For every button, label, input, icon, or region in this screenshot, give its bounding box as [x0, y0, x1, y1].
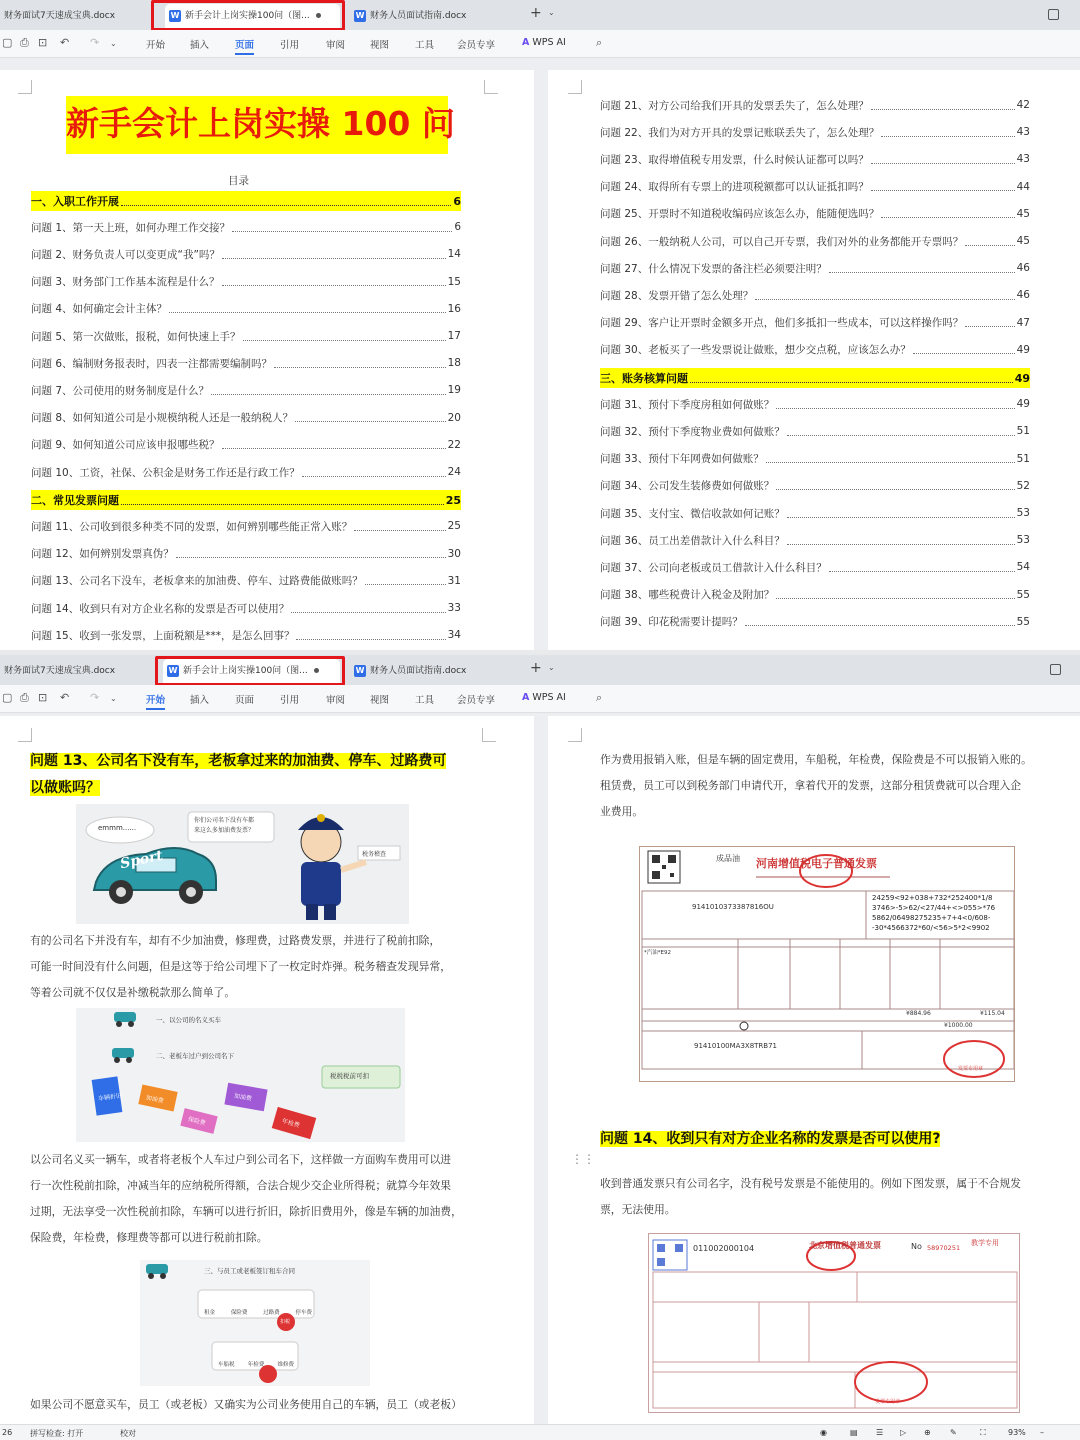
page-corner-mark [482, 728, 496, 742]
toc-entry[interactable] [31, 409, 461, 427]
toc-entry-text: 问题 4、如何确定会计主体？ [31, 303, 168, 316]
illustration-rental-contract [140, 1260, 370, 1386]
toc-entry-text: 二、常见发票问题 [31, 494, 119, 508]
chevron-down-icon[interactable]: ⌄ [110, 694, 117, 703]
page-corner-mark [18, 80, 32, 94]
toc-section-heading[interactable] [31, 490, 461, 510]
toc-entry[interactable] [600, 150, 1030, 168]
toc-entry-text: 问题 7、公司使用的财务制度是什么？ [31, 384, 210, 397]
invoice-1-title: 河南增值税电子普通发票 [756, 857, 877, 870]
toc-leader-dots [291, 604, 445, 613]
toc-leader-dots [211, 386, 446, 395]
toc-leader-dots [365, 576, 446, 585]
toc-entry[interactable] [600, 558, 1030, 576]
fee-label: 过路费 [263, 1310, 280, 1316]
toc-page-number: 43 [1016, 153, 1030, 166]
option-3-text: 三、与员工或老板签订租车合同 [204, 1267, 295, 1275]
speech-bubble-text: emmm...... [98, 824, 137, 832]
toc-entry[interactable] [600, 178, 1030, 196]
menu-insert[interactable]: 插入 [190, 695, 210, 706]
toc-entry-text: 问题 24、取得所有专票上的进项税额都可以认证抵扣吗？ [600, 181, 869, 194]
toc-leader-dots [829, 264, 1015, 273]
toc-page-number: 30 [447, 547, 461, 560]
tab-interview-guide-7days[interactable] [0, 659, 145, 683]
toc-entry-text: 一、入职工作开展 [31, 195, 119, 208]
toc-page-number: 44 [1016, 180, 1030, 193]
document-title: 新手会计上岗实操 100 问 [66, 104, 455, 143]
chevron-down-icon[interactable]: ⌄ [548, 663, 555, 672]
toc-entry-text: 问题 13、公司名下没车，老板拿来的加油费、停车、过路费能做账吗？ [31, 575, 363, 588]
toc-entry[interactable] [31, 436, 461, 454]
web-view-icon[interactable]: ⊕ [924, 1428, 931, 1437]
toc-leader-dots [169, 304, 446, 313]
toc-page-number: 17 [447, 330, 461, 342]
toc-entry[interactable] [600, 586, 1030, 604]
book-label: 加油费 [145, 1094, 165, 1105]
q14-heading [600, 1126, 940, 1153]
toc-entry-text: 三、账务核算问题 [600, 372, 688, 385]
print-preview-icon[interactable]: ⊡ [38, 36, 48, 49]
toc-entry-text: 问题 12、如何辨别发票真伪？ [31, 548, 174, 561]
search-icon[interactable]: ⌕ [596, 36, 603, 49]
paragraph-line: 行一次性税前扣除，冲减当年的应纳税所得额，合法合规少交企业所得税；就算今年效果 [30, 1179, 452, 1192]
toc-entry[interactable] [31, 599, 461, 617]
toc-page-number: 33 [447, 602, 461, 614]
toc-label: 目录 [228, 175, 249, 187]
wps-ai-label: WPS AI [532, 692, 566, 703]
toc-section-heading[interactable] [31, 191, 461, 211]
toc-entry-text: 问题 23、取得增值税专用发票，什么时候认证都可以吗？ [600, 153, 869, 166]
menu-review[interactable]: 审阅 [326, 40, 346, 51]
toc-entry[interactable] [600, 504, 1030, 522]
word-doc-icon: W [355, 10, 365, 20]
print-preview-icon[interactable]: ⊡ [38, 691, 48, 704]
fit-page-icon[interactable]: ⛶ [980, 1428, 986, 1437]
toc-entry-text: 问题 35、支付宝、微信收款如何记账？ [600, 507, 785, 520]
toc-page-number: 49 [1016, 343, 1030, 356]
toc-page-number: 42 [1016, 99, 1030, 111]
toc-page-number: 52 [1016, 479, 1030, 492]
menu-view[interactable]: 视图 [370, 40, 390, 51]
paragraph-line: 过期，无法享受一次性税前扣除，车辆可以进行折旧，除折旧费用外，像是车辆的加油费， [30, 1205, 462, 1218]
menu-insert[interactable]: 插入 [190, 40, 210, 51]
toc-leader-dots [787, 536, 1015, 545]
menu-tools[interactable]: 工具 [415, 40, 435, 51]
buyer-tax-id: 9141010373387816OU [692, 903, 774, 911]
toc-page-number: 53 [1016, 507, 1030, 519]
toc-leader-dots [829, 563, 1015, 572]
paragraph-line: 可能一时间没有什么问题，但是这等于给公司埋下了一枚定时炸弹。税务稽查发现异常， [30, 960, 452, 973]
toc-entry[interactable] [31, 572, 461, 590]
invoice-grand-total: ¥1000.00 [944, 1022, 973, 1029]
toc-entry-text: 问题 21、对方公司给我们开具的发票丢失了，怎么处理？ [600, 99, 869, 112]
toc-leader-dots [913, 345, 1015, 354]
q14-paragraph [600, 1171, 1060, 1223]
page-corner-mark [18, 728, 32, 742]
toc-page-number: 54 [1016, 561, 1030, 574]
menu-start[interactable]: 开始 [146, 40, 166, 51]
toc-entry-text: 问题 9、如何知道公司应该申报哪些税？ [31, 439, 220, 452]
invoice-code: 011002000104 [693, 1244, 755, 1253]
page-view-icon[interactable]: ▤ [850, 1428, 858, 1437]
toc-leader-dots [295, 413, 446, 422]
word-doc-icon: W [355, 665, 365, 675]
toc-entry-text: 问题 15、收到一张发票，上面税额是***，是怎么回事？ [31, 629, 295, 642]
page-number: 26 [2, 1428, 13, 1437]
toc-entry[interactable] [600, 205, 1030, 223]
toc-leader-dots [787, 509, 1015, 518]
drag-handle-icon[interactable]: ⋮⋮ [571, 1152, 595, 1166]
invoice-cipher-block: 24259<92+038+732*252400*1/8 3746>-5>62/<27/44+<>055>*76 5862/06498275235+7+4<0/608- -30*4566372*60/<56>5*2<9902 [872, 894, 996, 932]
redo-icon[interactable]: ↷ [90, 36, 100, 49]
toc-leader-dots [690, 374, 1013, 383]
toc-leader-dots [354, 522, 445, 531]
menu-page[interactable]: 页面 [235, 37, 254, 55]
menu-review[interactable]: 审阅 [326, 695, 346, 706]
toc-page-number: 22 [447, 438, 461, 451]
tab-interview-guide-7days[interactable] [0, 4, 145, 28]
word-doc-icon: W [168, 665, 178, 675]
toc-entry-text: 问题 14、收到只有对方企业名称的发票是否可以使用？ [31, 602, 290, 615]
toc-page-number: 43 [1016, 126, 1030, 139]
toc-leader-dots [222, 440, 446, 449]
chevron-down-icon[interactable]: ⌄ [548, 8, 555, 17]
menu-reference[interactable]: 引用 [280, 695, 300, 706]
toc-page-number: 34 [447, 629, 461, 642]
fee-label: 停车费 [295, 1310, 312, 1316]
menu-reference[interactable]: 引用 [280, 40, 300, 51]
search-icon[interactable]: ⌕ [596, 691, 603, 704]
toc-leader-dots [871, 182, 1015, 191]
seller-tax-id: 91410100MA3X8TRB71 [694, 1042, 778, 1050]
q14-heading-text: 问题 14、收到只有对方企业名称的发票是否可以使用? [600, 1131, 941, 1147]
toc-leader-dots [232, 223, 452, 232]
toc-entry-text: 问题 8、如何知道公司是小规模纳税人还是一般纳税人？ [31, 412, 294, 425]
tab-label: 财务面试7天速成宝典.docx [4, 666, 116, 676]
active-tab-highlight [151, 0, 345, 31]
toc-page-number: 49 [1014, 371, 1030, 385]
menu-member[interactable]: 会员专享 [457, 40, 496, 51]
new-tab-icon[interactable]: + [530, 5, 542, 21]
book-label: 加油费 [233, 1092, 253, 1103]
toc-entry[interactable] [31, 463, 461, 481]
toc-leader-dots [881, 128, 1014, 137]
toc-entry-text: 问题 32、预付下季度物业费如何做账？ [600, 425, 785, 438]
toc-entry-text: 问题 26、一般纳税人公司，可以自己开专票，我们对外的业务都能开专票吗？ [600, 235, 964, 248]
toc-page-number: 14 [447, 248, 461, 261]
toc-entry[interactable] [31, 300, 461, 318]
toc-leader-dots [745, 617, 1015, 626]
fee-label: 租金 [204, 1310, 216, 1316]
restore-window-icon[interactable] [1050, 664, 1061, 675]
open-icon[interactable]: ▢ [2, 691, 13, 704]
toc-page-number: 46 [1016, 289, 1030, 302]
book-label: 车辆折旧 [97, 1092, 123, 1103]
invoice-item: *汽油*E92 [644, 950, 671, 956]
redo-icon[interactable]: ↷ [90, 691, 100, 704]
page-corner-mark [484, 80, 498, 94]
toc-page-number: 47 [1016, 316, 1030, 329]
toc-leader-dots [766, 454, 1015, 463]
toc-entry[interactable] [31, 545, 461, 563]
undo-icon[interactable]: ↶ [60, 36, 70, 49]
toc-page-number: 24 [447, 466, 461, 478]
toc-entry[interactable] [600, 477, 1030, 495]
toc-entry[interactable] [600, 422, 1030, 440]
toc-page-number: 15 [447, 275, 461, 288]
paragraph-line: 租赁费，员工可以到税务部门申请代开，拿着代开的发票，这部分租赁费就可以合理入企 [600, 779, 1022, 792]
menu-start[interactable]: 开始 [146, 692, 165, 710]
paragraph-line: 以公司名义买一辆车，或者将老板个人车过户到公司名下，这样做一方面购车费用可以进 [30, 1153, 452, 1166]
stamp-label: 扣税 [280, 1319, 291, 1325]
print-icon[interactable]: ⎙ [20, 36, 29, 49]
toc-entry[interactable] [600, 123, 1030, 141]
page-corner-mark [568, 728, 582, 742]
eye-protect-icon[interactable]: ◉ [820, 1428, 827, 1437]
invoice-image-1 [639, 846, 1015, 1082]
invoice-no: 58970251 [927, 1244, 961, 1252]
rental-fee-row-2 [218, 1360, 294, 1368]
deduct-badge-text: 税税税前可扣 [330, 1072, 369, 1080]
fee-label: 保险费 [230, 1310, 248, 1316]
toc-entry[interactable] [31, 354, 461, 372]
toc-page-number: 53 [1016, 534, 1030, 547]
option-1-text: 一、以公司的名义买车 [156, 1016, 221, 1024]
toc-leader-dots [871, 155, 1015, 164]
toc-entry-text: 问题 22、我们为对方开具的发票记账联丢失了，怎么处理？ [600, 126, 880, 139]
tab-label: 新手会计上岗实操100问（图... [185, 11, 310, 21]
toc-leader-dots [776, 590, 1014, 599]
toc-page-number: 20 [447, 411, 461, 424]
toc-page-number: 49 [1016, 398, 1030, 411]
toc-entry[interactable] [31, 517, 461, 535]
invoice-stamp-text: 发票专用章 [875, 1399, 901, 1405]
toc-leader-dots [176, 549, 446, 558]
q13-continued-paragraph [600, 747, 1060, 825]
toc-entry-text: 问题 3、财务部门工作基本流程是什么？ [31, 276, 220, 289]
toc-page-number: 45 [1016, 235, 1030, 247]
toc-entry-text: 问题 37、公司向老板或员工借款计入什么科目？ [600, 561, 827, 574]
toc-entry[interactable] [600, 286, 1030, 304]
toc-page-number: 55 [1016, 588, 1030, 601]
ribbon-toolbar [0, 30, 1080, 58]
play-icon[interactable]: ▷ [900, 1428, 907, 1437]
toc-entry-text: 问题 36、员工出差借款计入什么科目？ [600, 534, 785, 547]
wps-ai-icon: A [522, 37, 530, 48]
toc-leader-dots [296, 631, 445, 640]
invoice-2-svg [649, 1234, 1020, 1413]
toc-page-number: 6 [453, 194, 461, 208]
toc-leader-dots [274, 359, 446, 368]
tab-interview-guide[interactable] [350, 659, 520, 683]
ribbon-toolbar [0, 685, 1080, 713]
paragraph-line: 有的公司名下并没有车，却有不少加油费，修理费，过路费发票，并进行了税前扣除， [30, 934, 441, 947]
toc-entry-text: 问题 6、编制财务报表时，四表一注都需要编制吗？ [31, 357, 273, 370]
proofread-button[interactable]: 校对 [120, 1429, 136, 1438]
toc-entry[interactable] [600, 613, 1030, 631]
toc-page-number: 6 [454, 221, 461, 234]
toc-leader-dots [965, 237, 1014, 246]
toc-entry-text: 问题 1、第一天上班，如何办理工作交接？ [31, 221, 231, 234]
toc-leader-dots [222, 250, 446, 259]
outline-view-icon[interactable]: ☰ [876, 1428, 884, 1437]
fee-label: 年检费 [247, 1362, 265, 1368]
toc-entry-text: 问题 30、老板买了一些发票说让做账，想少交点税，应该怎么办？ [600, 344, 911, 357]
pen-icon[interactable]: ✎ [950, 1428, 957, 1437]
invoice-product: 成品油 [716, 854, 740, 863]
undo-icon[interactable]: ↶ [60, 691, 70, 704]
paragraph-line: 作为费用报销入账，但是车辆的固定费用，车船税，年检费，保险费是不可以报销入账的。 [600, 753, 1032, 766]
menu-view[interactable]: 视图 [370, 695, 390, 706]
toc-leader-dots [121, 496, 444, 505]
toc-entry[interactable] [31, 381, 461, 399]
rental-fee-row-1 [204, 1308, 312, 1316]
toc-page-number: 19 [447, 384, 461, 397]
toc-entry[interactable] [600, 96, 1030, 114]
toc-entry-text: 问题 31、预付下季度房租如何做账？ [600, 398, 775, 411]
toc-entry-text: 问题 29、客户让开票时金额多开点，他们多抵扣一些成本，可以这样操作吗？ [600, 317, 964, 330]
toc-page-number: 31 [447, 574, 461, 587]
wps-ai-button[interactable] [522, 37, 566, 48]
toc-entry-text: 问题 5、第一次做账，报税，如何快速上手？ [31, 330, 241, 343]
toc-entry-text: 问题 28、发票开错了怎么处理？ [600, 289, 754, 302]
toc-page-number: 16 [447, 302, 461, 315]
side-label-text: 税务稽查 [362, 851, 387, 858]
toc-entry-text: 问题 27、什么情况下发票的备注栏必须要注明？ [600, 262, 827, 275]
open-icon[interactable]: ▢ [2, 36, 13, 49]
toc-leader-dots [243, 332, 446, 341]
toc-entry-text: 问题 38、哪些税费计入税金及附加？ [600, 589, 775, 602]
menu-tools[interactable]: 工具 [415, 695, 435, 706]
toc-page-number: 18 [447, 357, 461, 370]
word-doc-icon: W [170, 10, 180, 20]
toc-entry-text: 问题 25、开票时不知道税收编码应该怎么办，能随便选吗？ [600, 208, 880, 221]
toc-page-number: 45 [1016, 207, 1030, 220]
toc-entry[interactable] [31, 626, 461, 644]
paragraph-line: 收到普通发票只有公司名字，没有税号发票是不能使用的。例如下图发票，属于不合规发 [600, 1177, 1022, 1190]
toc-page-number: 46 [1016, 262, 1030, 275]
illustration-car-police [76, 804, 409, 924]
wps-window-top [0, 0, 1080, 650]
q13-paragraph-3: 如果公司不愿意买车，员工（或老板）又确实为公司业务使用自己的车辆，员工（或老板） [30, 1398, 462, 1411]
toc-entry-text: 问题 10、工资，社保、公积金是财务工作还是行政工作？ [31, 466, 300, 479]
toc-leader-dots [302, 468, 446, 477]
menu-member[interactable]: 会员专享 [457, 695, 496, 706]
paragraph-line: 保险费，年检费，修理费等都可以进行税前扣除。 [30, 1231, 268, 1244]
toc-entry-text: 问题 33、预付下年网费如何做账？ [600, 453, 764, 466]
car-logo-text: Sport [118, 847, 165, 873]
menu-page[interactable]: 页面 [235, 695, 255, 706]
toc-page-number: 51 [1016, 425, 1030, 438]
tab-label: 财务人员面试指南.docx [370, 666, 467, 676]
invoice-image-2 [648, 1233, 1020, 1413]
toc-entry[interactable] [600, 531, 1030, 549]
paragraph-line: 等着公司就不仅仅是补缴税款那么简单了。 [30, 986, 236, 999]
spell-check-toggle[interactable]: 拼写检查: 打开 [30, 1429, 84, 1438]
teaching-use-mark: 教学专用 [971, 1239, 999, 1247]
toc-entry[interactable] [600, 395, 1030, 413]
toc-entry[interactable] [600, 314, 1030, 332]
toc-leader-dots [776, 481, 1014, 490]
fee-label: 维修费 [277, 1362, 294, 1368]
q13-paragraph-1 [30, 928, 510, 1006]
new-tab-icon[interactable]: + [530, 660, 542, 676]
paragraph-line: 业费用。 [600, 805, 644, 818]
toc-leader-dots [776, 400, 1014, 409]
invoice-amount: ¥884.96 [906, 1010, 931, 1017]
toc-entry-text: 问题 34、公司发生装修费如何做账？ [600, 480, 775, 493]
toc-leader-dots [965, 318, 1014, 327]
toc-page-number: 51 [1016, 452, 1030, 465]
q13-heading-line1: 问题 13、公司名下没有车，老板拿过来的加油费、停车、过路费可 [30, 753, 447, 769]
toc-entry[interactable] [31, 245, 461, 263]
book-label: 保险费 [187, 1115, 207, 1128]
toc-section-heading[interactable] [600, 368, 1030, 388]
invoice-stamp-text: 发票专用章 [958, 1066, 984, 1072]
tab-label: 新手会计上岗实操100问（图... [183, 666, 308, 676]
toc-entry[interactable] [31, 218, 461, 236]
invoice-tax: ¥115.04 [980, 1010, 1005, 1017]
print-icon[interactable]: ⎙ [20, 691, 29, 704]
toc-entry-text: 问题 11、公司收到很多种类不同的发票，如何辨别哪些能正常入账？ [31, 520, 353, 533]
q13-heading-line2: 以做账吗？ [30, 780, 100, 796]
wps-ai-button[interactable] [522, 692, 566, 703]
officer-bubble-text: 你们公司名下没有车都 来这么多加油费发票？ [194, 817, 255, 834]
toc-page-number: 25 [447, 520, 461, 533]
q13-heading [30, 748, 446, 802]
toc-leader-dots [755, 291, 1014, 300]
toc-entry[interactable] [600, 341, 1030, 359]
toc-entry[interactable] [31, 273, 461, 291]
toc-entry[interactable] [600, 232, 1030, 250]
page-corner-mark [568, 80, 582, 94]
book-label: 年检费 [281, 1117, 301, 1130]
toc-leader-dots [787, 427, 1015, 436]
active-tab-highlight [155, 656, 345, 686]
zoom-level[interactable]: 93% [1008, 1428, 1026, 1437]
toc-leader-dots [222, 277, 446, 286]
wps-ai-label: WPS AI [532, 37, 566, 48]
toc-entry[interactable] [31, 327, 461, 345]
tab-label: 财务人员面试指南.docx [370, 11, 467, 21]
tab-label: 财务面试7天速成宝典.docx [4, 11, 116, 21]
option-2-text: 二、老板车过户到公司名下 [156, 1052, 234, 1060]
toc-entry-text: 问题 2、财务负责人可以变更成“我”吗？ [31, 248, 220, 261]
toc-leader-dots [881, 209, 1014, 218]
toc-entry[interactable] [600, 450, 1030, 468]
toc-leader-dots [121, 197, 451, 206]
wps-ai-icon: A [522, 692, 530, 703]
chevron-down-icon[interactable]: ⌄ [110, 39, 117, 48]
illustration-car-options [76, 1008, 405, 1142]
invoice-2-title: 北京增值税普通发票 [809, 1241, 881, 1250]
paragraph-line: 票，无法使用。 [600, 1203, 676, 1216]
toc-leader-dots [871, 101, 1015, 110]
toc-page-number: 25 [445, 493, 461, 507]
toc-page-number: 55 [1016, 615, 1030, 628]
status-bar [0, 1424, 1080, 1440]
q13-paragraph-2 [30, 1147, 510, 1251]
invoice-no-label: No [911, 1242, 922, 1251]
toc-entry-text: 问题 39、印花税需要计提吗？ [600, 616, 743, 629]
tab-interview-guide[interactable] [350, 4, 520, 28]
fee-label: 车船税 [218, 1362, 235, 1368]
restore-window-icon[interactable] [1048, 9, 1059, 20]
toc-entry[interactable] [600, 259, 1030, 277]
zoom-out-icon[interactable]: – [1040, 1428, 1044, 1437]
